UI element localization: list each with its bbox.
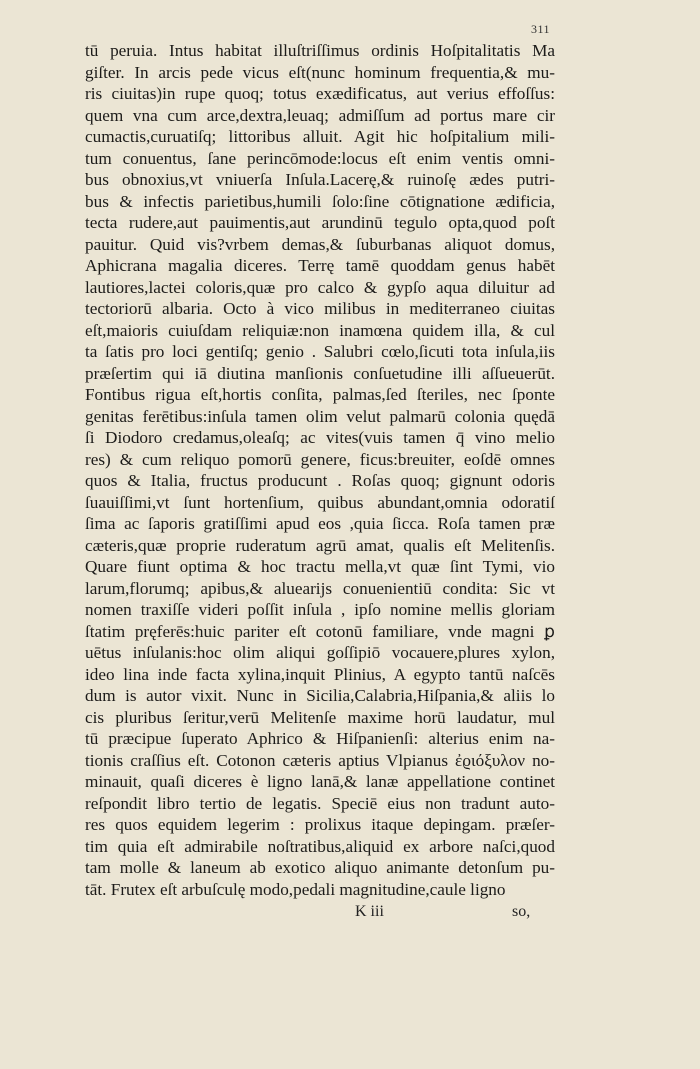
body-text (85, 40, 555, 900)
text-line: Quare fiunt optima & hoc tractu mella,vt quæ ſint Tymi, vio (85, 557, 555, 576)
text-line: cumactis,curuatiſq; littoribus alluit. Agit hic hoſpitalium mili- (85, 127, 555, 146)
text-line: Aphicrana magalia diceres. Terrę tamē quoddam genus habēt (85, 256, 555, 275)
catchword: so, (512, 903, 531, 920)
text-line: bus obnoxius,vt vniuerſa Inſula.Lacerę,& ruinoſę ædes putri- (85, 170, 555, 189)
page-number: 311 (531, 22, 551, 36)
text-line: tum conuentus, ſane perincōmode:locus eſt enim ventis omni- (85, 148, 555, 168)
text-line: præſertim qui iā diutina manſionis conſuetudine illi aſſueuerūt. (85, 363, 555, 383)
text-line: ſtatim pręferēs:huic pariter eſt cotonū familiare, vnde magni ꝑ (85, 621, 555, 641)
text-line: tecta rudere,aut pauimentis,aut arundinū tegulo opta,quod poſt (85, 213, 555, 232)
text-line: quos & Italia, fructus producunt . Roſas quoq; gignunt odoris (85, 471, 555, 490)
text-line: giſter. In arcis pede vicus eſt(nunc hominum frequentia,& mu- (85, 62, 555, 82)
text-line: res) & cum reliquo pomorū genere, ficus:breuiter, eoſdē omnes (85, 449, 555, 469)
text-line: cis pluribus ſeritur,verū Melitenſe maxime horū laudatur, mul (85, 707, 555, 727)
text-line: cæteris,quæ proprie ruderatum agrū amat, qualis eſt Melitenſis. (85, 535, 555, 555)
text-line: ta ſatis pro loci gentiſq; genio . Salubri cœlo,ſicuti tota inſula,iis (85, 342, 555, 361)
text-line: ris ciuitas)in rupe quoq; totus exædificatus, aut verius effoſſus: (85, 84, 555, 103)
text-line: larum,florumq; apibus,& aluearijs conuenientiū condita: Sic vt (85, 578, 555, 598)
text-line: eſt,maioris cuiuſdam reliquiæ:non inamœna quidem illa, & cul (85, 320, 555, 340)
text-line: dum is autor vixit. Nunc in Sicilia,Calabria,Hiſpania,& aliis lo (85, 686, 555, 705)
text-line: ſuauiſſimi,vt ſunt hortenſium, quibus abundant,omnia odoratiſ (85, 492, 555, 512)
text-line: tim quia eſt admirabile noſtratibus,aliquid ex arbore naſci,quod (85, 836, 555, 856)
text-line: ſi Diodoro credamus,oleaſq; ac vites(vuis tamen q̄ vino melio (85, 428, 555, 447)
signature-mark: K iii (355, 903, 384, 920)
text-line: pauitur. Quid vis?vrbem demas,& ſuburbanas aliquot domus, (85, 234, 555, 254)
text-line: uētus inſulanis:hoc olim aliqui goſſipiō vocauere,plures xylon, (85, 643, 555, 662)
text-line: res quos equidem legerim : prolixus itaque depingam. præſer- (85, 815, 555, 834)
text-line: tū præcipue ſuperato Aphrico & Hiſpanienſi: alterius enim na- (85, 729, 555, 748)
text-line: bus & infectis parietibus,humili ſolo:ſine cōtignatione ædificia, (85, 191, 555, 211)
text-line: lautiores,lactei coloris,quæ pro calco & gypſo aqua diluitur ad (85, 277, 555, 297)
text-line: minauit, quaſi diceres è ligno lanā,& lanæ appellatione continet (85, 772, 555, 791)
text-line: tectoriorū albaria. Octo à vico milibus in mediterraneo ciuitas (85, 299, 555, 318)
text-line: ſima ac ſaporis gratiſſimi apud eos ,quia ſicca. Roſa tamen præ (85, 514, 555, 533)
text-line: tū peruia. Intus habitat illuſtriſſimus ordinis Hoſpitalitatis Ma (85, 41, 555, 60)
text-line: reſpondit libro tertio de legatis. Speciē eius non tradunt autο- (85, 793, 555, 813)
text-line: ideo lina inde facta xylina,inquit Plinius, A egypto tantū naſcēs (85, 664, 555, 684)
text-line: tāt. Frutex eſt arbuſculę modo,pedali magnitudine,caule ligno (85, 879, 506, 899)
text-line: nomen traxiſſe videri poſſit inſula , ipſo nomine mellis gloriam (85, 600, 555, 619)
text-line: quem vna cum arce,dextra,leuaq; admiſſum ad portus mare cir (85, 105, 555, 125)
text-line: tam molle & laneum ab exotico aliquo animante detonſum pu- (85, 858, 555, 877)
text-line: tionis craſſius eſt. Cotonon cæteris aptius Vlpianus ἐϱιόξυλον no- (85, 750, 555, 770)
text-line: Fontibus rigua eſt,hortis conſita, palmas,ſed ſteriles, nec ſponte (85, 385, 555, 404)
text-line: genitas ferētibus:inſula tamen olim velut palmarū colonia quędā (85, 406, 555, 426)
